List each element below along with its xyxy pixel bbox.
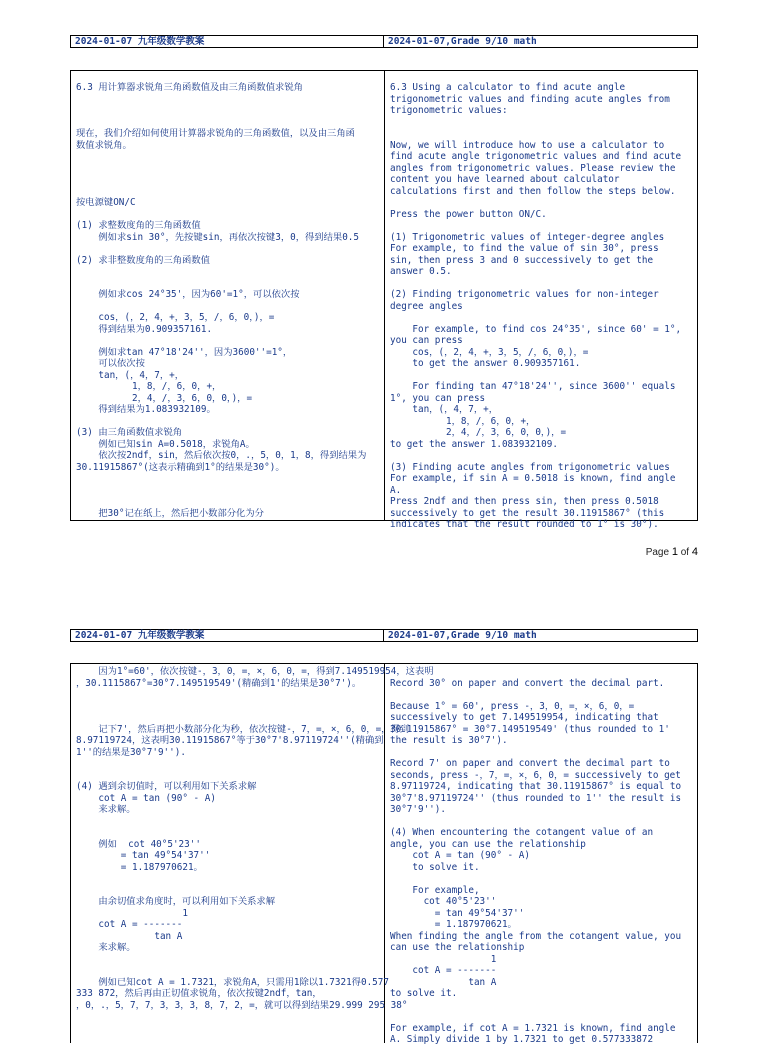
page2-content-table <box>70 663 698 1043</box>
text-line: (4) When encountering the cotangent value of an <box>390 827 654 838</box>
text-line: 得到结果为1.083932109。 <box>76 404 216 415</box>
text-line: Because 1° = 60', press -，3，0，=，×，6，0，= <box>390 700 635 712</box>
text-line: For example, to find cos 24°35', since 60' = 1°, <box>390 323 682 335</box>
text-line: sin, then press 3 and 0 successively to get the <box>390 254 654 266</box>
text-line <box>76 873 380 885</box>
text-line: 30°7'9''). <box>390 804 446 815</box>
text-line: 8.97119724，这表明30.11915867°等于30°7'8.97119724''(精确到 <box>76 735 384 746</box>
text-line: (3) 由三角函数值求锐角 <box>76 427 183 438</box>
text-line: 6.3 Using a calculator to find acute angle <box>390 82 626 93</box>
text-line <box>390 816 695 828</box>
text-line: 2，4，/，3，6，0，0，)，= <box>76 392 253 404</box>
text-line <box>390 689 695 701</box>
text-line: (3) Finding acute angles from trigonometric values <box>390 461 670 473</box>
text-line: 例如已知sin A=0.5018，求锐角A。 <box>76 438 255 450</box>
text-line: 8.97119724, indicating that 30.11915867° is equal to <box>390 781 682 792</box>
text-line <box>76 278 380 290</box>
text-line: 例如 cot 40°5'23'' <box>76 838 201 850</box>
text-line <box>390 128 695 140</box>
text-line: ，30.1115867°=30°7.149519549'(精确到1'的结果是30°7')。 <box>76 677 362 689</box>
text-line: Now, we will introduce how to use a calculator to <box>390 139 665 151</box>
text-line <box>76 266 380 278</box>
text-line: (2) Finding trigonometric values for non-integer <box>390 289 659 300</box>
text-line: A. <box>390 484 402 496</box>
text-line: calculations first and then follow the steps below. <box>390 185 676 197</box>
text-line: 依次按2ndf，sin，然后依次按0，.，5，0，1，8，得到结果为 <box>76 450 367 461</box>
text-line <box>76 770 380 782</box>
text-line <box>76 243 380 255</box>
text-line: to solve it. <box>390 988 458 999</box>
page-number-current: 1 <box>671 546 678 558</box>
text-line <box>390 117 695 129</box>
text-line: cot A = tan (90° - A) <box>76 792 216 804</box>
text-line: 得到结果为0.909357161. <box>76 323 213 335</box>
page-number-prefix: Page <box>645 547 672 558</box>
text-line <box>76 816 380 828</box>
page1-header-left: 2024-01-07 九年级数学教案 <box>71 36 384 47</box>
text-line: 2，4，/，3，6，0，0，)，= <box>390 427 567 438</box>
text-line: degree angles <box>390 300 463 312</box>
text-line <box>390 278 695 290</box>
text-line <box>76 105 380 117</box>
text-line <box>76 827 380 839</box>
text-line: (4) 遇到余切值时，可以利用如下关系求解 <box>76 781 257 792</box>
text-line <box>390 220 695 232</box>
text-line: you can press <box>390 335 463 346</box>
text-line: cot A = ------- <box>390 965 497 976</box>
page-number-of: of <box>677 547 692 558</box>
text-line: cot A = tan (90° - A) <box>390 850 530 861</box>
text-line <box>76 485 380 497</box>
text-line: For example, if sin A = 0.5018 is known, find angle <box>390 473 676 484</box>
page-number <box>646 546 698 558</box>
text-line <box>390 666 695 678</box>
text-line: 例如求sin 30°，先按键sin，再依次按键3，0，得到结果0.5 <box>76 231 359 243</box>
text-line: to solve it. <box>390 861 480 873</box>
page1-header <box>70 35 698 48</box>
text-line <box>76 473 380 485</box>
text-line: trigonometric values and finding acute angles from <box>390 93 670 105</box>
text-line <box>76 151 380 163</box>
page1-right-column <box>390 82 695 531</box>
text-line: 例如已知cot A = 1.7321，求锐角A，只需用1除以1.7321得0.577 <box>76 976 389 988</box>
text-line: (1) 求整数度角的三角函数值 <box>76 220 201 231</box>
text-line: trigonometric values: <box>390 105 508 116</box>
text-line: tan，(，4，7，+， <box>390 404 499 415</box>
text-line: to get the answer 1.083932109. <box>390 438 558 450</box>
text-line: tan，(，4，7，+， <box>76 369 185 381</box>
text-line <box>76 209 380 221</box>
text-line <box>390 197 695 209</box>
text-line <box>76 496 380 508</box>
text-line: 30.11915867° = 30°7.149519549' (thus rounded to 1' <box>390 723 670 735</box>
text-line <box>76 701 380 713</box>
page2-header-left: 2024-01-07 九年级数学教案 <box>71 630 384 641</box>
text-line: Press 2ndf and then press sin, then press 0.5018 <box>390 496 659 507</box>
text-line: 可以依次按 <box>76 358 145 369</box>
text-line: 30°7'8.97119724'' (thus rounded to 1'' the result is <box>390 792 682 804</box>
text-line: 30.11915867°(这表示精确到1°的结果是30°)。 <box>76 461 285 473</box>
text-line: seconds, press -，7，=，×，6，0，= successively to get <box>390 769 681 781</box>
text-line <box>76 712 380 724</box>
text-line <box>390 312 695 324</box>
text-line: = tan 49°54'37'' <box>390 907 525 919</box>
text-line: 来求解。 <box>76 804 136 815</box>
text-line: 1，8，/，6，0，+， <box>390 415 536 427</box>
text-line: 来求解。 <box>76 942 136 953</box>
page2-header <box>70 629 698 642</box>
text-line: cot A = ------- <box>76 919 183 930</box>
text-line: find acute angle trigonometric values and find acute <box>390 151 682 162</box>
text-line: = tan 49°54'37'' <box>76 850 211 861</box>
text-line <box>76 174 380 186</box>
text-line: answer 0.5. <box>390 266 452 277</box>
text-line <box>390 370 695 382</box>
text-line <box>76 163 380 175</box>
text-line: cos，(，2，4，+，3，5，/，6，0，)，= <box>390 346 589 358</box>
text-line <box>390 450 695 462</box>
text-line: 333 872，然后再由正切值求锐角，依次按键2ndf，tan， <box>76 988 322 999</box>
text-line <box>76 954 380 966</box>
text-line <box>76 965 380 977</box>
text-line: Record 30° on paper and convert the decimal part. <box>390 677 665 689</box>
text-line: the result is 30°7'). <box>390 735 508 746</box>
text-line: For finding tan 47°18'24'', since 3600'' equals <box>390 381 676 392</box>
text-line: to get the answer 0.909357161. <box>390 358 581 369</box>
text-line: ，0，.，5，7，7，3，3，3，8，7，2，=，就可以得到结果29.999 295 38° <box>76 999 408 1011</box>
page1-left-column <box>76 82 380 519</box>
text-line <box>76 186 380 198</box>
text-line: 数值求锐角。 <box>76 139 132 151</box>
text-line: = 1.187970621。 <box>390 919 517 930</box>
text-line <box>76 885 380 897</box>
text-line: A. Simply divide 1 by 1.7321 to get 0.577333872 <box>390 1034 654 1045</box>
text-line: (1) Trigonometric values of integer-degree angles <box>390 231 665 243</box>
text-line: angle, you can use the relationship <box>390 838 586 850</box>
text-line: = 1.187970621。 <box>76 861 203 873</box>
text-line: 1，8，/，6，0，+， <box>76 381 222 392</box>
text-line <box>76 94 380 106</box>
text-line <box>76 335 380 347</box>
text-line <box>390 747 695 759</box>
text-line: 1''的结果是30°7'9''). <box>76 746 186 758</box>
text-line: For example, if cot A = 1.7321 is known, find angle <box>390 1022 676 1034</box>
text-line: successively to get the result 30.11915867° (this <box>390 507 665 519</box>
page-number-total: 4 <box>691 546 698 558</box>
text-line <box>76 416 380 428</box>
text-line: For example, <box>390 884 480 896</box>
text-line: (2) 求非整数度角的三角函数值 <box>76 254 210 266</box>
text-line <box>390 1000 695 1012</box>
text-line: content you have learned about calculator <box>390 174 620 185</box>
page2-right-column <box>390 666 695 1046</box>
page1-header-right: 2024-01-07,Grade 9/10 math <box>388 36 537 47</box>
text-line: When finding the angle from the cotangent value, you <box>390 930 682 942</box>
text-line: indicates that the result rounded to 1° is 30°). <box>390 519 659 530</box>
text-line: angles from trigonometric values. Please review the <box>390 162 676 174</box>
page1-content-table <box>70 70 698 530</box>
text-line: can use the relationship <box>390 942 525 953</box>
text-line: For example, to find the value of sin 30°, press <box>390 243 659 254</box>
text-line: 例如求tan 47°18'24''，因为3600''=1°， <box>76 346 293 358</box>
text-line: cos，(，2，4，+，3，5，/，6，0，)，= <box>76 312 275 323</box>
text-line: 按电源键ON/C <box>76 197 136 208</box>
text-line: Record 7' on paper and convert the decimal part to <box>390 758 670 769</box>
text-line: successively to get 7.149519954, indicating that <box>390 712 659 723</box>
text-line: 例如求cos 24°35'，因为60'=1°，可以依次按 <box>76 289 300 300</box>
text-line: 1°, you can press <box>390 392 486 404</box>
text-line: 由余切值求角度时，可以利用如下关系求解 <box>76 896 276 907</box>
text-line <box>76 758 380 770</box>
text-line: cot 40°5'23'' <box>390 896 497 907</box>
text-line <box>390 1011 695 1023</box>
text-line: 1 <box>390 953 497 965</box>
text-line: 1 <box>76 907 188 919</box>
text-line: 因为1°=60'，依次按键-，3，0，=，×，6，0，=，得到7.149519954，这表明 <box>76 666 434 677</box>
text-line: Press the power button ON/C. <box>390 208 547 220</box>
text-line <box>76 117 380 129</box>
text-line: 6.3 用计算器求锐角三角函数值及由三角函数值求锐角 <box>76 82 303 93</box>
text-line: 把30°记在纸上，然后把小数部分化为分 <box>76 507 264 519</box>
text-line: 记下7'，然后再把小数部分化为秒，依次按键-，7，=，×，6，0，=，得到 <box>76 723 410 735</box>
page2-header-right: 2024-01-07,Grade 9/10 math <box>388 630 537 641</box>
column-divider <box>384 71 385 520</box>
text-line <box>390 873 695 885</box>
text-line <box>76 689 380 701</box>
text-line: 现在，我们介绍如何使用计算器求锐角的三角函数值，以及由三角函 <box>76 128 355 139</box>
text-line: tan A <box>390 976 497 988</box>
text-line <box>76 301 380 313</box>
text-line: tan A <box>76 930 183 942</box>
